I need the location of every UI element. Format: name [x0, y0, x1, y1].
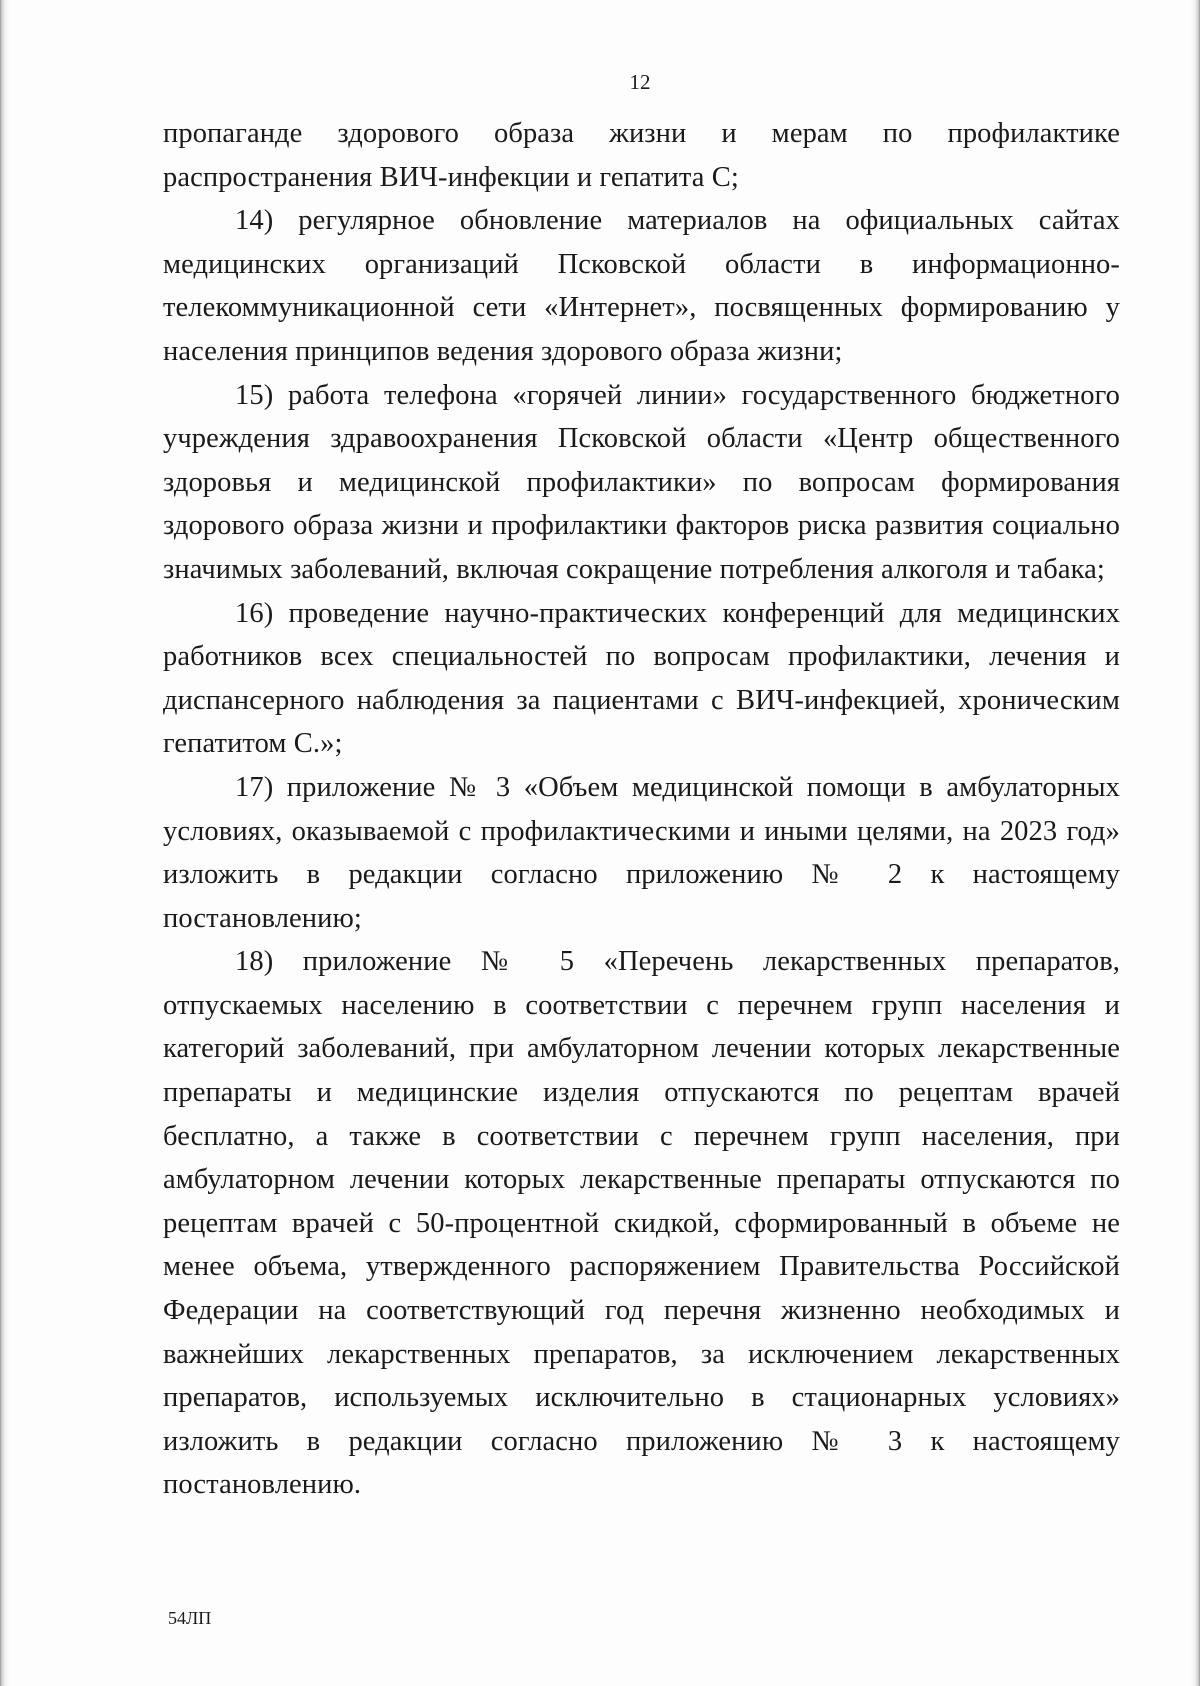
paragraph-continuation: пропаганде здорового образа жизни и мерам по профилактике распространения ВИЧ-инфекции и гепатита С;	[163, 118, 1120, 193]
paragraph-item-15: 15) работа телефона «горячей линии» государственного бюджетного учреждения здравоохранения Псковской области «Центр общественного здоровья и медицинской профилактики» по вопросам формирования здорового образа жизни и профилактики факторов риска развития социально значимых заболеваний, включая сокращение потребления алкоголя и табака;	[163, 379, 1120, 585]
scan-edge-left	[0, 0, 10, 1686]
page-number: 12	[629, 70, 651, 94]
paragraph-item-18: 18) приложение № 5 «Перечень лекарственных препаратов, отпускаемых населению в соответствии с перечнем групп населения и категорий заболеваний, при амбулаторном лечении которых лекарственные препараты и медицинские изделия отпускаются по рецептам врачей бесплатно, а также в соответствии с перечнем групп населения, при амбулаторном лечении которых лекарственные препараты отпускаются по рецептам врачей с 50-процентной скидкой, сформированный в объеме не менее объема, утвержденного распоряжением Правительства Российской Федерации на соответствующий год перечня жизненно необходимых и важнейших лекарственных препаратов, за исключением лекарственных препаратов, используемых исключительно в стационарных условиях» изложить в редакции согласно приложению № 3 к настоящему постановлению.	[163, 946, 1120, 1501]
scan-edge-right	[1190, 0, 1200, 1686]
paragraph-item-17: 17) приложение № 3 «Объем медицинской помощи в амбулаторных условиях, оказываемой с профилактическими и иными целями, на 2023 год» изложить в редакции согласно приложению № 2 к настоящему постановлению;	[163, 771, 1120, 934]
paragraph-item-16: 16) проведение научно-практических конференций для медицинских работников всех специальностей по вопросам профилактики, лечения и диспансерного наблюдения за пациентами с ВИЧ-инфекцией, хроническим гепатитом С.»;	[163, 597, 1120, 760]
document-code: 54ЛП	[168, 1608, 212, 1628]
paragraph-item-14: 14) регулярное обновление материалов на официальных сайтах медицинских организаций Псковской области в информационно-телекоммуникационной сети «Интернет», посвященных формированию у населения принципов ведения здорового образа жизни;	[163, 205, 1120, 367]
document-body	[163, 112, 1120, 1507]
